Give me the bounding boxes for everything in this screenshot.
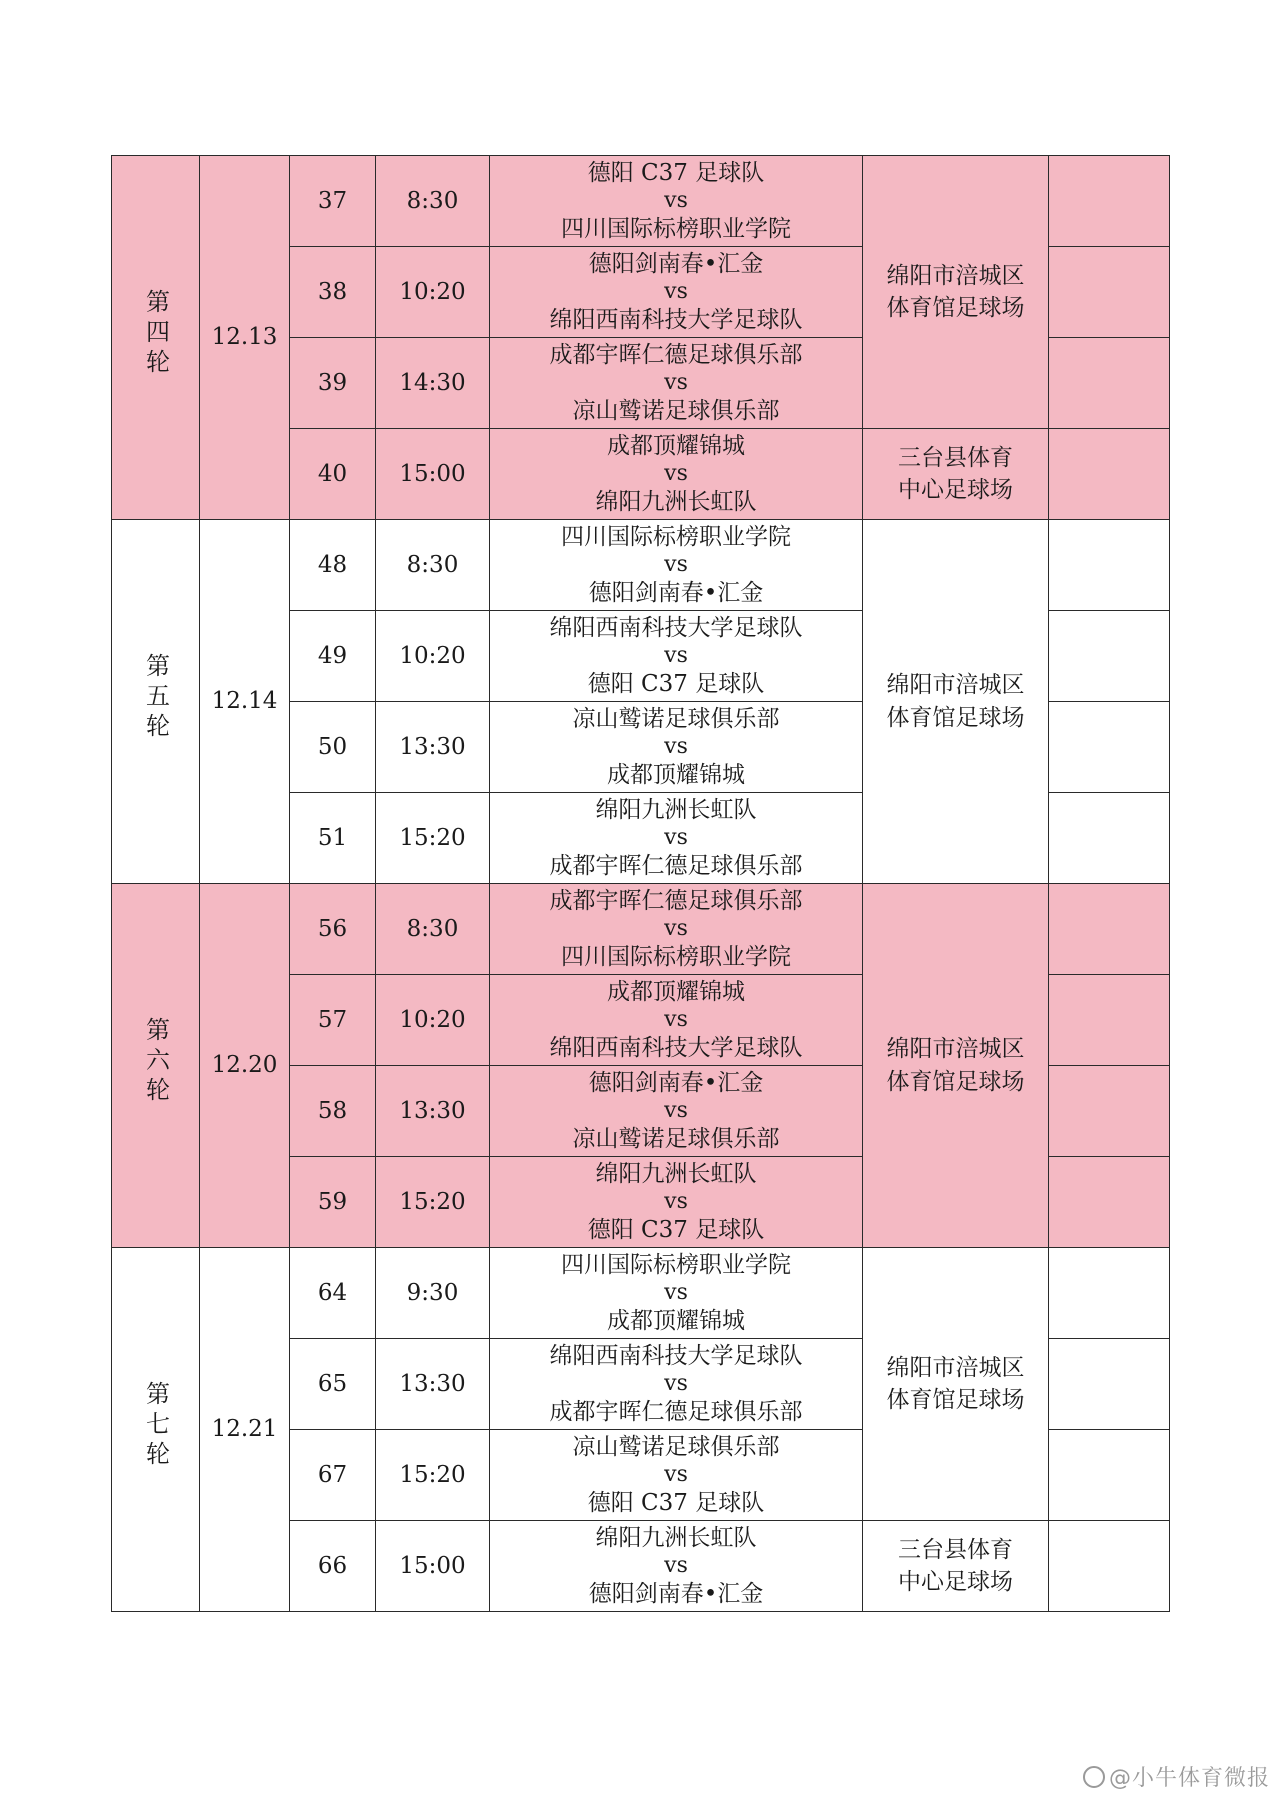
remarks-cell xyxy=(1049,1157,1170,1248)
venue-cell xyxy=(863,429,1049,520)
vs-label: vs xyxy=(664,825,688,851)
away-team: 四川国际标榜职业学院 xyxy=(561,943,791,970)
round-cell xyxy=(112,1248,200,1612)
match-time: 13:30 xyxy=(376,702,490,793)
date-cell: 12.20 xyxy=(200,884,290,1248)
away-team: 德阳 C37 足球队 xyxy=(587,1489,765,1516)
vs-label: vs xyxy=(664,916,688,942)
round-cell xyxy=(112,520,200,884)
vs-label: vs xyxy=(664,643,688,669)
schedule-body xyxy=(112,156,1170,1612)
matchup-cell xyxy=(490,247,863,338)
away-team: 成都宇晖仁德足球俱乐部 xyxy=(549,852,803,879)
vs-label: vs xyxy=(664,734,688,760)
venue-name xyxy=(887,1352,1025,1416)
remarks-cell xyxy=(1049,1430,1170,1521)
match-time: 8:30 xyxy=(376,520,490,611)
matchup-cell xyxy=(490,429,863,520)
matchup-cell xyxy=(490,1066,863,1157)
home-team: 绵阳九洲长虹队 xyxy=(595,1160,757,1187)
match-time: 8:30 xyxy=(376,156,490,247)
match-number: 37 xyxy=(290,156,376,247)
away-team: 德阳剑南春•汇金 xyxy=(588,579,764,606)
match-number: 50 xyxy=(290,702,376,793)
away-team: 四川国际标榜职业学院 xyxy=(561,215,791,242)
venue-line: 绵阳市涪城区 xyxy=(886,1036,1025,1063)
vs-label: vs xyxy=(664,552,688,578)
schedule-table xyxy=(111,155,1170,1612)
away-team: 德阳 C37 足球队 xyxy=(587,1216,765,1243)
vs-label: vs xyxy=(664,279,688,305)
match-time: 14:30 xyxy=(376,338,490,429)
table-row xyxy=(112,520,1170,611)
remarks-cell xyxy=(1049,1066,1170,1157)
round-label: 第五轮 xyxy=(141,652,170,743)
venue-cell xyxy=(863,520,1049,884)
home-team: 成都顶耀锦城 xyxy=(607,432,745,459)
remarks-cell xyxy=(1049,1339,1170,1430)
venue-name xyxy=(887,669,1025,733)
table-row xyxy=(112,156,1170,247)
match-number: 59 xyxy=(290,1157,376,1248)
remarks-cell xyxy=(1049,156,1170,247)
remarks-cell xyxy=(1049,884,1170,975)
venue-line: 体育馆足球场 xyxy=(886,295,1025,321)
home-team: 成都顶耀锦城 xyxy=(607,978,745,1005)
away-team: 凉山鹫诺足球俱乐部 xyxy=(572,397,780,424)
home-team: 绵阳九洲长虹队 xyxy=(595,796,757,823)
match-number: 58 xyxy=(290,1066,376,1157)
remarks-cell xyxy=(1049,1248,1170,1339)
venue-name xyxy=(898,442,1013,506)
match-time: 10:20 xyxy=(376,247,490,338)
vs-label: vs xyxy=(664,1553,688,1579)
away-team: 绵阳九洲长虹队 xyxy=(595,488,757,515)
home-team: 凉山鹫诺足球俱乐部 xyxy=(572,705,780,732)
matchup-cell xyxy=(490,520,863,611)
date-cell: 12.13 xyxy=(200,156,290,520)
match-time: 15:20 xyxy=(376,1157,490,1248)
home-team: 成都宇晖仁德足球俱乐部 xyxy=(549,887,803,914)
venue-cell xyxy=(863,156,1049,429)
match-time: 15:00 xyxy=(376,429,490,520)
matchup-cell xyxy=(490,884,863,975)
matchup-cell xyxy=(490,1430,863,1521)
vs-label: vs xyxy=(664,1280,688,1306)
home-team: 德阳剑南春•汇金 xyxy=(588,1069,764,1096)
venue-cell xyxy=(863,884,1049,1248)
vs-label: vs xyxy=(664,461,688,487)
match-time: 9:30 xyxy=(376,1248,490,1339)
venue-line: 绵阳市涪城区 xyxy=(886,1354,1025,1381)
match-number: 67 xyxy=(290,1430,376,1521)
matchup-cell xyxy=(490,975,863,1066)
home-team: 德阳 C37 足球队 xyxy=(587,159,765,186)
matchup-cell xyxy=(490,611,863,702)
round-label: 第六轮 xyxy=(141,1016,170,1107)
vs-label: vs xyxy=(664,370,688,396)
away-team: 绵阳西南科技大学足球队 xyxy=(549,306,803,333)
away-team: 成都顶耀锦城 xyxy=(607,1307,745,1334)
match-time: 10:20 xyxy=(376,611,490,702)
round-cell xyxy=(112,156,200,520)
match-number: 57 xyxy=(290,975,376,1066)
venue-line: 三台县体育 xyxy=(898,1536,1013,1563)
match-number: 64 xyxy=(290,1248,376,1339)
matchup-cell xyxy=(490,156,863,247)
remarks-cell xyxy=(1049,429,1170,520)
matchup-cell xyxy=(490,1248,863,1339)
table-row xyxy=(112,1248,1170,1339)
table-row xyxy=(112,884,1170,975)
away-team: 德阳 C37 足球队 xyxy=(587,670,765,697)
vs-label: vs xyxy=(664,1462,688,1488)
venue-cell xyxy=(863,1521,1049,1612)
match-number: 65 xyxy=(290,1339,376,1430)
home-team: 四川国际标榜职业学院 xyxy=(561,523,791,550)
match-time: 15:00 xyxy=(376,1521,490,1612)
round-label: 第四轮 xyxy=(141,288,170,379)
date-cell: 12.14 xyxy=(200,520,290,884)
matchup-cell xyxy=(490,338,863,429)
match-number: 51 xyxy=(290,793,376,884)
home-team: 德阳剑南春•汇金 xyxy=(588,250,764,277)
matchup-cell xyxy=(490,1339,863,1430)
home-team: 绵阳西南科技大学足球队 xyxy=(549,614,803,641)
match-time: 10:20 xyxy=(376,975,490,1066)
venue-line: 体育馆足球场 xyxy=(886,704,1025,731)
remarks-cell xyxy=(1049,247,1170,338)
vs-label: vs xyxy=(664,1189,688,1215)
venue-line: 体育馆足球场 xyxy=(886,1387,1025,1413)
date-cell: 12.21 xyxy=(200,1248,290,1612)
weibo-icon xyxy=(1083,1766,1105,1788)
watermark-text: @小牛体育微报 xyxy=(1108,1766,1270,1791)
vs-label: vs xyxy=(664,1371,688,1397)
match-number: 38 xyxy=(290,247,376,338)
vs-label: vs xyxy=(664,188,688,214)
remarks-cell xyxy=(1049,975,1170,1066)
match-number: 49 xyxy=(290,611,376,702)
watermark xyxy=(1083,1761,1270,1792)
remarks-cell xyxy=(1049,1521,1170,1612)
away-team: 凉山鹫诺足球俱乐部 xyxy=(572,1125,780,1152)
match-time: 13:30 xyxy=(376,1066,490,1157)
remarks-cell xyxy=(1049,520,1170,611)
remarks-cell xyxy=(1049,611,1170,702)
away-team: 成都顶耀锦城 xyxy=(607,761,745,788)
home-team: 绵阳西南科技大学足球队 xyxy=(549,1342,803,1369)
round-label: 第七轮 xyxy=(141,1380,170,1471)
venue-line: 三台县体育 xyxy=(898,444,1013,471)
away-team: 绵阳西南科技大学足球队 xyxy=(549,1034,803,1061)
venue-line: 体育馆足球场 xyxy=(886,1068,1025,1095)
venue-name xyxy=(887,260,1025,324)
round-cell xyxy=(112,884,200,1248)
vs-label: vs xyxy=(664,1007,688,1033)
matchup-cell xyxy=(490,793,863,884)
home-team: 绵阳九洲长虹队 xyxy=(595,1524,757,1551)
match-time: 8:30 xyxy=(376,884,490,975)
match-number: 48 xyxy=(290,520,376,611)
vs-label: vs xyxy=(664,1098,688,1124)
venue-line: 中心足球场 xyxy=(898,1569,1013,1595)
venue-line: 绵阳市涪城区 xyxy=(886,262,1025,289)
match-number: 56 xyxy=(290,884,376,975)
matchup-cell xyxy=(490,1521,863,1612)
matchup-cell xyxy=(490,702,863,793)
match-number: 39 xyxy=(290,338,376,429)
match-time: 13:30 xyxy=(376,1339,490,1430)
match-number: 66 xyxy=(290,1521,376,1612)
venue-line: 绵阳市涪城区 xyxy=(886,672,1025,699)
home-team: 凉山鹫诺足球俱乐部 xyxy=(572,1433,780,1460)
away-team: 德阳剑南春•汇金 xyxy=(588,1580,764,1607)
matchup-cell xyxy=(490,1157,863,1248)
match-number: 40 xyxy=(290,429,376,520)
home-team: 成都宇晖仁德足球俱乐部 xyxy=(549,341,803,368)
match-time: 15:20 xyxy=(376,1430,490,1521)
away-team: 成都宇晖仁德足球俱乐部 xyxy=(549,1398,803,1425)
venue-name xyxy=(887,1033,1025,1097)
match-time: 15:20 xyxy=(376,793,490,884)
home-team: 四川国际标榜职业学院 xyxy=(561,1251,791,1278)
remarks-cell xyxy=(1049,793,1170,884)
remarks-cell xyxy=(1049,338,1170,429)
venue-name xyxy=(898,1534,1013,1598)
remarks-cell xyxy=(1049,702,1170,793)
venue-line: 中心足球场 xyxy=(898,477,1013,503)
venue-cell xyxy=(863,1248,1049,1521)
